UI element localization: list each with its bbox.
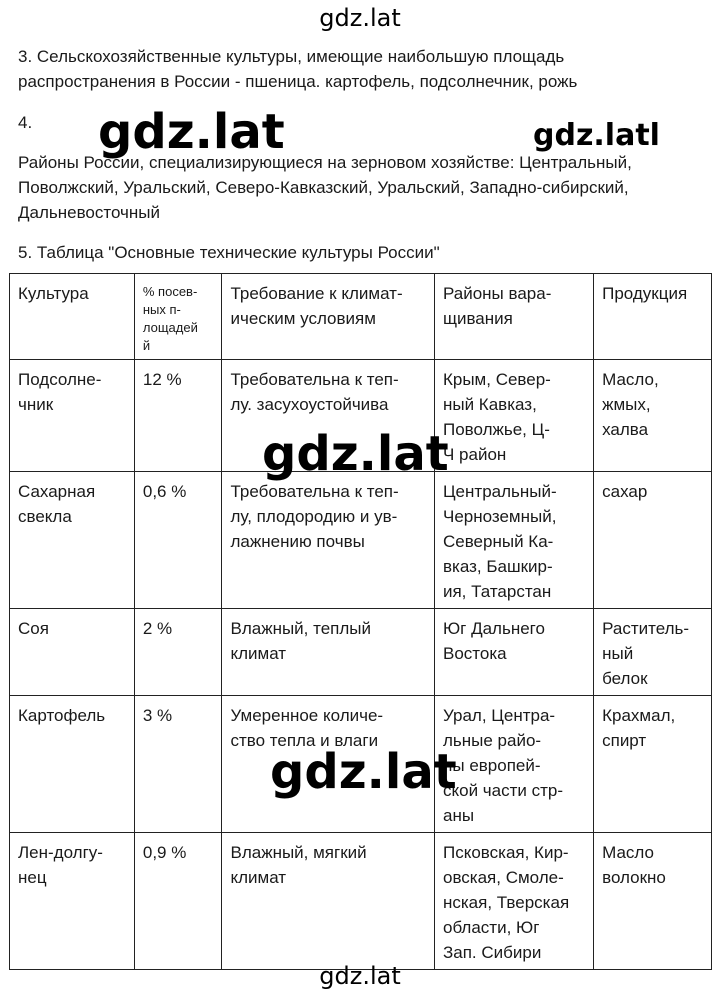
cell-crop: Сахарная свекла xyxy=(10,472,135,609)
item3-line2: распространения в России - пшеница. картофель, подсолнечник, рожь xyxy=(18,72,578,91)
cell-crop: Подсолне- чник xyxy=(10,360,135,472)
cell-climate: Умеренное количе- ство тепла и влаги xyxy=(222,696,435,833)
cell-regions: Юг Дальнего Востока xyxy=(434,609,593,696)
item4-line1: Районы России, специализирующиеся на зерновом хозяйстве: Центральный, xyxy=(18,153,632,172)
header-climate: Требование к климат- ическим условиям xyxy=(222,274,435,360)
cell-climate: Требовательна к теп- лу. засухоустойчива xyxy=(222,360,435,472)
watermark-top: gdz.lat xyxy=(319,4,401,32)
watermark-center: gdz.lat xyxy=(262,426,449,482)
cell-products: сахар xyxy=(594,472,712,609)
cell-products: Масло волокно xyxy=(594,833,712,970)
item3-line1: 3. Сельскохозяйственные культуры, имеющие наибольшую площадь xyxy=(18,47,565,66)
watermark-lower: gdz.lat xyxy=(270,744,457,800)
cell-regions: Урал, Центра- льные райо- ны европей- ской части стр- аны xyxy=(434,696,593,833)
item4-number: 4. xyxy=(18,113,33,132)
cell-area-share: 3 % xyxy=(134,696,222,833)
cell-climate: Влажный, теплый климат xyxy=(222,609,435,696)
cell-area-share: 12 % xyxy=(134,360,222,472)
header-crop: Культура xyxy=(10,274,135,360)
cell-area-share: 0,6 % xyxy=(134,472,222,609)
header-regions: Районы вара- щивания xyxy=(434,274,593,360)
cell-regions: Крым, Север- ный Кавказ, Поволжье, Ц- Ч район xyxy=(434,360,593,472)
cell-area-share: 2 % xyxy=(134,609,222,696)
table-row xyxy=(10,472,712,609)
table-header-row xyxy=(10,274,712,360)
header-area-share: % посев- ных п- лощадей й xyxy=(134,274,222,360)
cell-products: Крахмал, спирт xyxy=(594,696,712,833)
watermark-bottom: gdz.lat xyxy=(319,962,401,990)
crops-table xyxy=(9,273,712,970)
cell-area-share: 0,9 % xyxy=(134,833,222,970)
cell-climate: Влажный, мягкий климат xyxy=(222,833,435,970)
watermark-left: gdz.lat xyxy=(98,104,285,160)
cell-crop: Картофель xyxy=(10,696,135,833)
cell-regions: Псковская, Кир- овская, Смоле- нская, Тверская области, Юг Зап. Сибири xyxy=(434,833,593,970)
cell-crop: Лен-долгу- нец xyxy=(10,833,135,970)
cell-climate: Требовательна к теп- лу, плодородию и ув- лажнению почвы xyxy=(222,472,435,609)
watermark-right: gdz.latl xyxy=(533,118,660,153)
item4-line2: Поволжский, Уральский, Северо-Кавказский, Уральский, Западно-сибирский, xyxy=(18,178,629,197)
item4-line3: Дальневосточный xyxy=(18,203,161,222)
cell-crop: Соя xyxy=(10,609,135,696)
cell-regions: Центральный- Черноземный, Северный Ка- вказ, Башкир- ия, Татарстан xyxy=(434,472,593,609)
item5-title: 5. Таблица "Основные технические культуры России" xyxy=(18,243,440,262)
header-products: Продукция xyxy=(594,274,712,360)
table-row xyxy=(10,609,712,696)
table-row xyxy=(10,833,712,970)
cell-products: Раститель- ный белок xyxy=(594,609,712,696)
cell-products: Масло, жмых, халва xyxy=(594,360,712,472)
